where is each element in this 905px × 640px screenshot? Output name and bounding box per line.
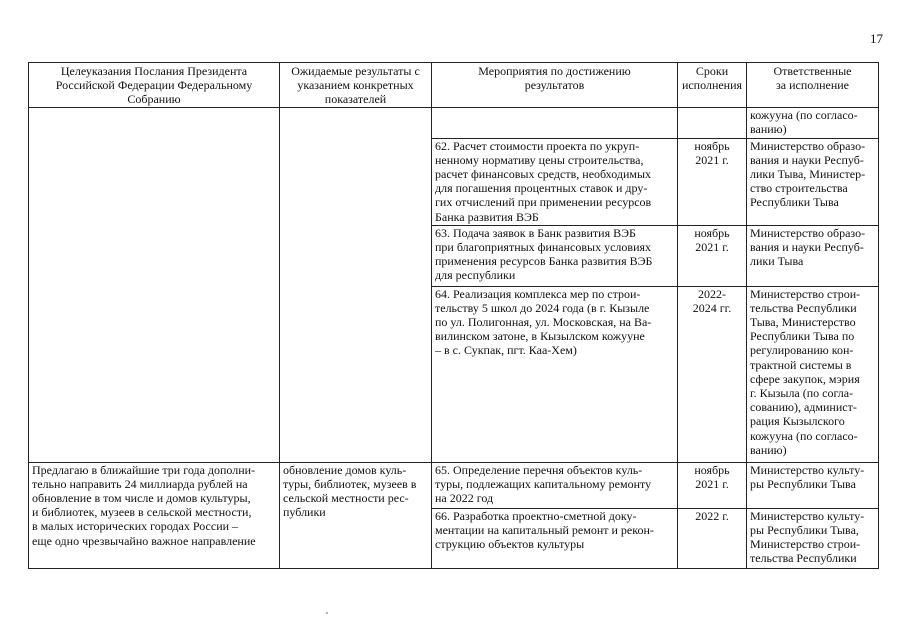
header-terms: Сроки исполнения	[678, 63, 747, 108]
header-actions: Мероприятия по достижению результатов	[432, 63, 678, 108]
term-cell: 2022 г.	[678, 508, 747, 568]
responsible-cell: Министерство строи- тельства Республики Тыва, Министерство Республики Тыва по регулированию кон- трактной системы в сфере закупок, мэрия г. Кызыла (по согла- сованию), админист- рация Кызылского кожууна (по согласо- ванию)	[747, 286, 879, 462]
action-cell: 62. Расчет стоимости проекта по укруп- ненному нормативу цены строительства, расчет финансовых средств, необходимых для погашения процентных ставок и дру- гих отчислений при применении ресурсов Банка развития ВЭБ	[432, 138, 678, 225]
action-cell: 63. Подача заявок в Банк развития ВЭБ при благоприятных финансовых условиях применения ресурсов Банка развития ВЭБ для республики	[432, 225, 678, 286]
action-plan-table	[28, 62, 879, 569]
action-cell: 65. Определение перечня объектов куль- туры, подлежащих капитальному ремонту на 2022 год	[432, 462, 678, 508]
goal-cell-empty	[29, 107, 280, 462]
header-results: Ожидаемые результаты с указанием конкретных показателей	[280, 63, 432, 108]
term-cell: ноябрь 2021 г.	[678, 462, 747, 508]
term-cell: ноябрь 2021 г.	[678, 138, 747, 225]
action-cell	[432, 107, 678, 138]
term-cell: 2022- 2024 гг.	[678, 286, 747, 462]
responsible-cell: Министерство образо- вания и науки Респуб- лики Тыва	[747, 225, 879, 286]
term-cell	[678, 107, 747, 138]
action-cell: 64. Реализация комплекса мер по строи- тельству 5 школ до 2024 года (в г. Кызыле по ул. Полигонная, ул. Московская, на Ва- вилинском затоне, в Кызылском кожууне – в с. Сукпак, пгт. Каа-Хем)	[432, 286, 678, 462]
table-row	[29, 462, 879, 508]
responsible-cell: Министерство образо- вания и науки Респуб- лики Тыва, Министер- ство строительства Республики Тыва	[747, 138, 879, 225]
result-cell: обновление домов куль- туры, библиотек, музеев в сельской местности рес- публики	[280, 462, 432, 568]
header-responsible: Ответственные за исполнение	[747, 63, 879, 108]
goal-cell: Предлагаю в ближайшие три года дополни- тельно направить 24 миллиарда рублей на обновление в том числе и домов культуры, и библиотек, музеев в сельской местности, в малых исторических городах России – еще одно чрезвычайно важное направление	[29, 462, 280, 568]
responsible-cell: кожууна (по согласо- ванию)	[747, 107, 879, 138]
header-goal: Целеуказания Послания Президента Российской Федерации Федеральному Собранию	[29, 63, 280, 108]
responsible-cell: Министерство культу- ры Республики Тыва, Министерство строи- тельства Республики	[747, 508, 879, 568]
responsible-cell: Министерство культу- ры Республики Тыва	[747, 462, 879, 508]
action-cell: 66. Разработка проектно-сметной доку- ментации на капитальный ремонт и рекон- струкцию объектов культуры	[432, 508, 678, 568]
scan-artifact	[326, 612, 328, 614]
result-cell-empty	[280, 107, 432, 462]
table-row	[29, 107, 879, 138]
term-cell: ноябрь 2021 г.	[678, 225, 747, 286]
page-number: 17	[870, 31, 883, 46]
